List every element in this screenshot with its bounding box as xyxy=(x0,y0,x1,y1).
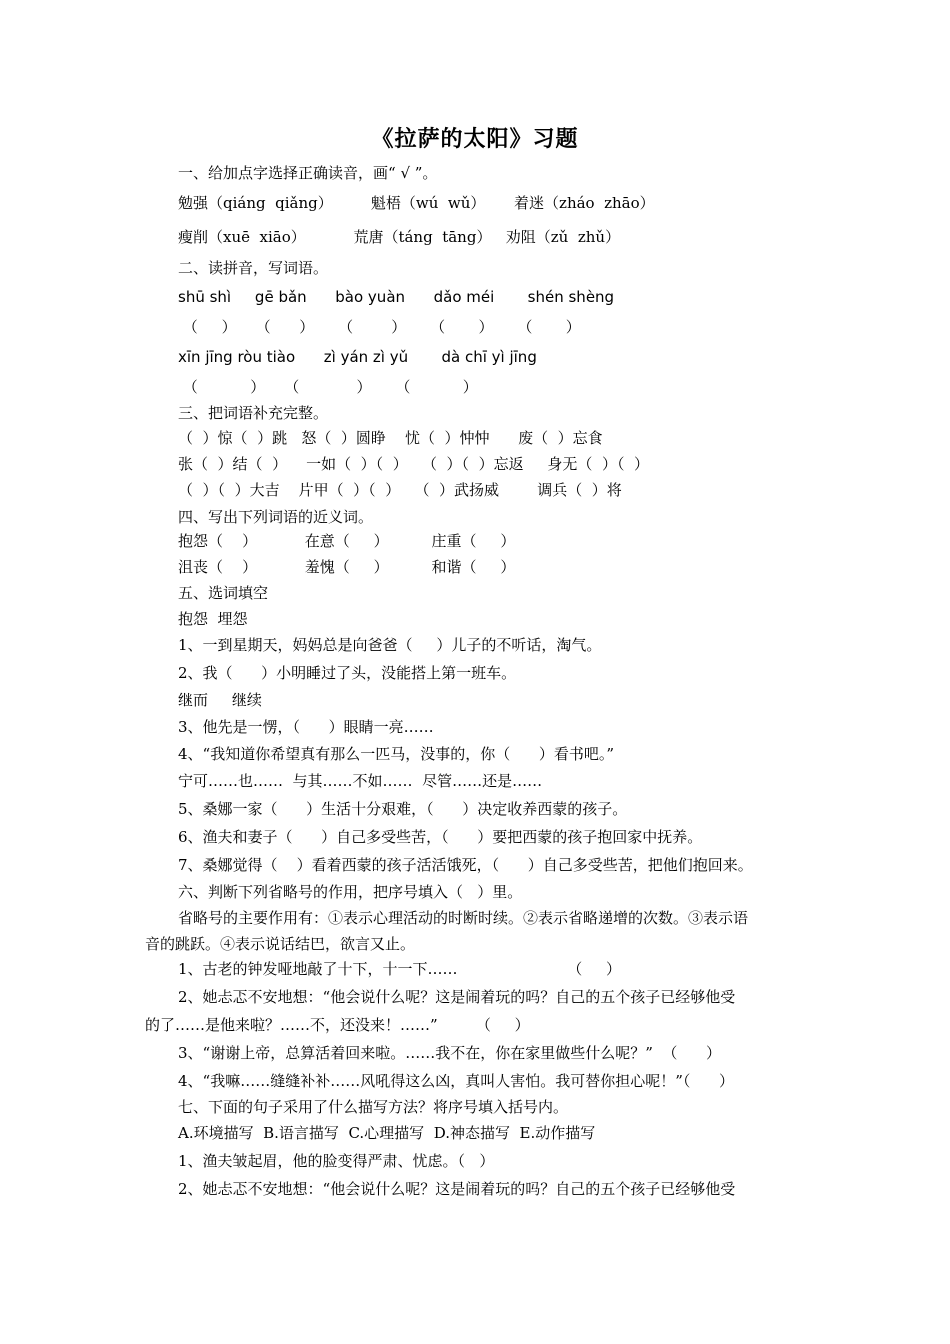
worksheet-line: 瘦削（xuē xiāo） 荒唐（táng tāng） 劝阻（zǔ zhǔ） xyxy=(178,228,621,246)
worksheet-line: 省略号的主要作用有：①表示心理活动的时断时续。②表示省略递增的次数。③表示语 xyxy=(178,909,749,927)
worksheet-line: 二、读拼音，写词语。 xyxy=(178,259,329,277)
worksheet-line: 2、她忐忑不安地想：“他会说什么呢？这是闹着玩的吗？自己的五个孩子已经够他受 xyxy=(178,988,736,1006)
worksheet-line: 张（ ）结（ ） 一如（ ）（ ） （ ）（ ）忘返 身无（ ）（ ） xyxy=(178,455,650,473)
worksheet-line: 2、我（ ）小明睡过了头，没能搭上第一班车。 xyxy=(178,664,517,682)
worksheet-line: 1、古老的钟发哑地敲了十下，十一下…… （ ） xyxy=(178,960,622,978)
worksheet-line: 7、桑娜觉得（ ）看着西蒙的孩子活活饿死，（ ）自己多受些苦，把他们抱回来。 xyxy=(178,856,753,874)
worksheet-line: 4、“我知道你希望真有那么一匹马，没事的，你（ ）看书吧。” xyxy=(178,745,614,763)
worksheet-line: （ ）惊（ ）跳 怒（ ）圆睁 忧（ ）忡忡 废（ ）忘食 xyxy=(178,429,603,447)
worksheet-line: 3、他先是一愣，（ ）眼睛一亮…… xyxy=(178,718,434,736)
worksheet-line: 宁可……也…… 与其……不如…… 尽管……还是…… xyxy=(178,772,543,790)
worksheet-line: 四、写出下列词语的近义词。 xyxy=(178,508,374,526)
worksheet-line: 一、给加点字选择正确读音，画“ √ ”。 xyxy=(178,164,438,182)
worksheet-line: shū shì gē bǎn bào yuàn dǎo méi shén shèng xyxy=(178,288,615,306)
worksheet-line: （ ）（ ）大吉 片甲（ ）（ ） （ ）武扬威 调兵（ ）将 xyxy=(178,481,622,499)
worksheet-line: 3、“谢谢上帝，总算活着回来啦。……我不在，你在家里做些什么呢？” （ ） xyxy=(178,1044,722,1062)
worksheet-line: 4、“我嘛……缝缝补补……风吼得这么凶，真叫人害怕。我可替你担心呢！”（ ） xyxy=(178,1072,734,1090)
page-title: 《拉萨的太阳》习题 xyxy=(371,126,579,152)
worksheet-line: 七、下面的句子采用了什么描写方法？将序号填入括号内。 xyxy=(178,1098,569,1116)
worksheet-line: 1、一到星期天，妈妈总是向爸爸（ ）儿子的不听话，淘气。 xyxy=(178,636,602,654)
worksheet-line: 2、她忐忑不安地想：“他会说什么呢？这是闹着玩的吗？自己的五个孩子已经够他受 xyxy=(178,1180,736,1198)
worksheet-line: 5、桑娜一家（ ）生活十分艰难，（ ）决定收养西蒙的孩子。 xyxy=(178,800,628,818)
worksheet-line: 三、把词语补充完整。 xyxy=(178,404,329,422)
worksheet-line: （ ） （ ） （ ） xyxy=(178,378,478,396)
worksheet-line: 的了……是他来啦？……不，还没来！……” （ ） xyxy=(145,1016,530,1034)
worksheet-line: 五、选词填空 xyxy=(178,584,269,602)
worksheet-line: 1、渔夫皱起眉，他的脸变得严肃、忧虑。（ ） xyxy=(178,1152,495,1170)
worksheet-line: 抱怨 埋怨 xyxy=(178,610,248,628)
worksheet-line: 勉强（qiáng qiǎng） 魁梧（wú wǔ） 着迷（zháo zhāo） xyxy=(178,194,655,212)
worksheet-line: 抱怨（ ） 在意（ ） 庄重（ ） xyxy=(178,532,516,550)
worksheet-line: 六、判断下列省略号的作用，把序号填入（ ）里。 xyxy=(178,883,523,901)
worksheet-line: 6、渔夫和妻子（ ）自己多受些苦，（ ）要把西蒙的孩子抱回家中抚养。 xyxy=(178,828,703,846)
worksheet-line: xīn jīng ròu tiào zì yán zì yǔ dà chī yì jīng xyxy=(178,348,537,366)
worksheet-line: 继而 继续 xyxy=(178,691,262,709)
worksheet-line: 音的跳跃。④表示说话结巴，欲言又止。 xyxy=(145,935,416,953)
worksheet-line: （ ） （ ） （ ） （ ） （ ） xyxy=(178,318,581,336)
worksheet-line: 沮丧（ ） 羞愧（ ） 和谐（ ） xyxy=(178,558,516,576)
worksheet-line: A.环境描写 B.语言描写 C.心理描写 D.神态描写 E.动作描写 xyxy=(178,1124,596,1142)
